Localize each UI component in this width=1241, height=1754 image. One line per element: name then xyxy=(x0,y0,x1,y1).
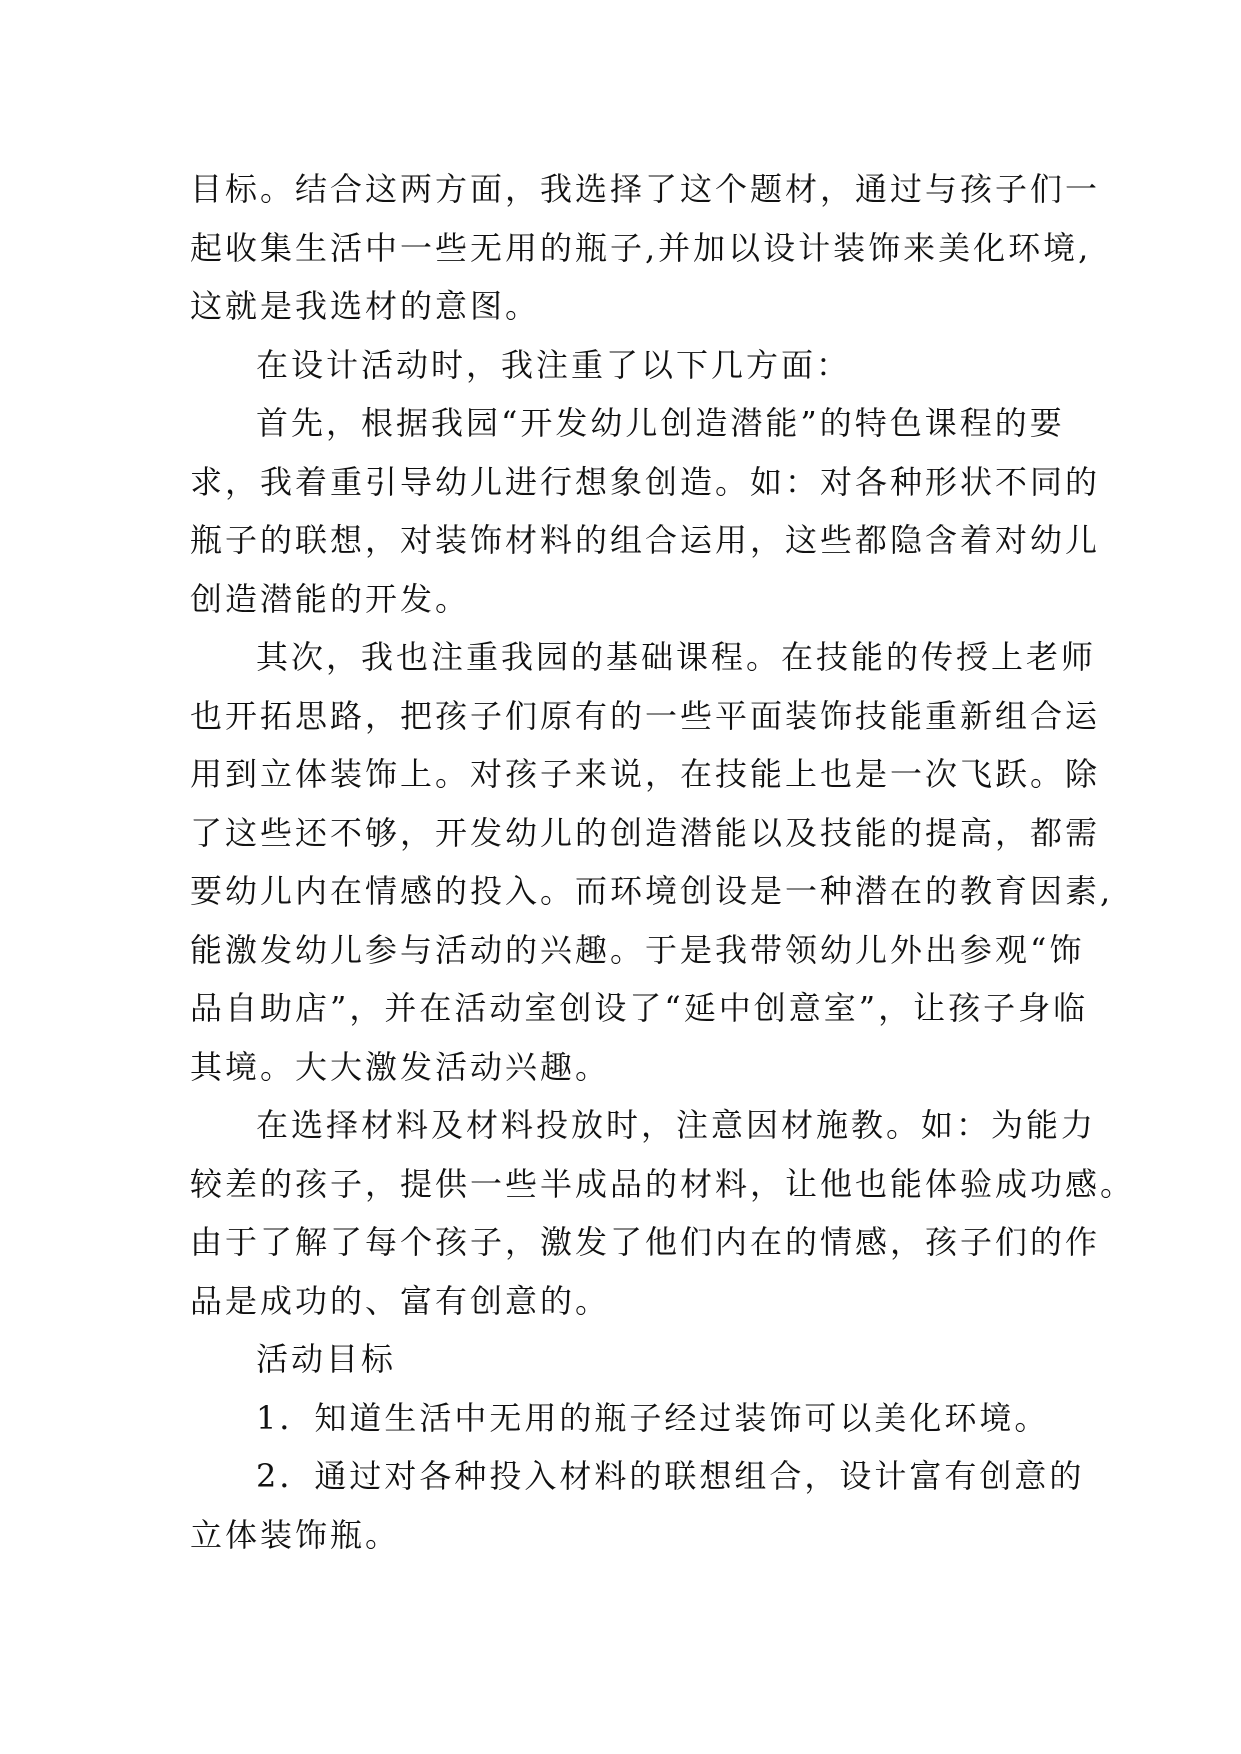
text-line: 瓶子的联想，对装饰材料的组合运用，这些都隐含着对幼儿 xyxy=(190,521,1101,559)
text-line: 活动目标 xyxy=(256,1340,397,1378)
text-line: 能激发幼儿参与活动的兴趣。于是我带领幼儿外出参观“饰 xyxy=(190,930,1085,969)
text-line: 2．通过对各种投入材料的联想组合，设计富有创意的 xyxy=(256,1457,1085,1495)
text-line: 由于了解了每个孩子，激发了他们内在的情感，孩子们的作 xyxy=(190,1223,1101,1261)
text-line: 品自助店”，并在活动室创设了“延中创意室”，让孩子身临 xyxy=(190,989,1089,1027)
text-line: 目标。结合这两方面，我选择了这个题材，通过与孩子们一 xyxy=(190,170,1101,208)
text-line: 品是成功的、富有创意的。 xyxy=(190,1281,611,1320)
text-line: 用到立体装饰上。对孩子来说，在技能上也是一次飞跃。除 xyxy=(190,755,1101,793)
text-line: 在设计活动时，我注重了以下几方面： xyxy=(256,345,852,384)
text-line: 也开拓思路，把孩子们原有的一些平面装饰技能重新组合运 xyxy=(190,696,1101,735)
text-line: 在选择材料及材料投放时，注意因材施教。如：为能力 xyxy=(256,1106,1097,1144)
text-line: 立体装饰瓶。 xyxy=(190,1515,401,1554)
text-line: 1．知道生活中无用的瓶子经过装饰可以美化环境。 xyxy=(256,1398,1050,1437)
text-line: 创造潜能的开发。 xyxy=(190,579,471,618)
text-line: 首先，根据我园“开发幼儿创造潜能”的特色课程的要 xyxy=(256,404,1065,442)
text-line: 其境。大大激发活动兴趣。 xyxy=(190,1047,611,1086)
text-line: 求，我着重引导幼儿进行想象创造。如：对各种形状不同的 xyxy=(190,462,1101,501)
text-line: 要幼儿内在情感的投入。而环境创设是一种潜在的教育因素, xyxy=(190,872,1114,910)
body-text xyxy=(190,160,1136,1564)
text-line: 这就是我选材的意图。 xyxy=(190,287,541,325)
text-line: 其次，我也注重我园的基础课程。在技能的传授上老师 xyxy=(256,638,1097,676)
text-line: 起收集生活中一些无用的瓶子,并加以设计装饰来美化环境, xyxy=(190,228,1092,267)
text-line: 了这些还不够，开发幼儿的创造潜能以及技能的提高，都需 xyxy=(190,813,1101,852)
text-line: 较差的孩子，提供一些半成品的材料，让他也能体验成功感。 xyxy=(190,1164,1136,1203)
